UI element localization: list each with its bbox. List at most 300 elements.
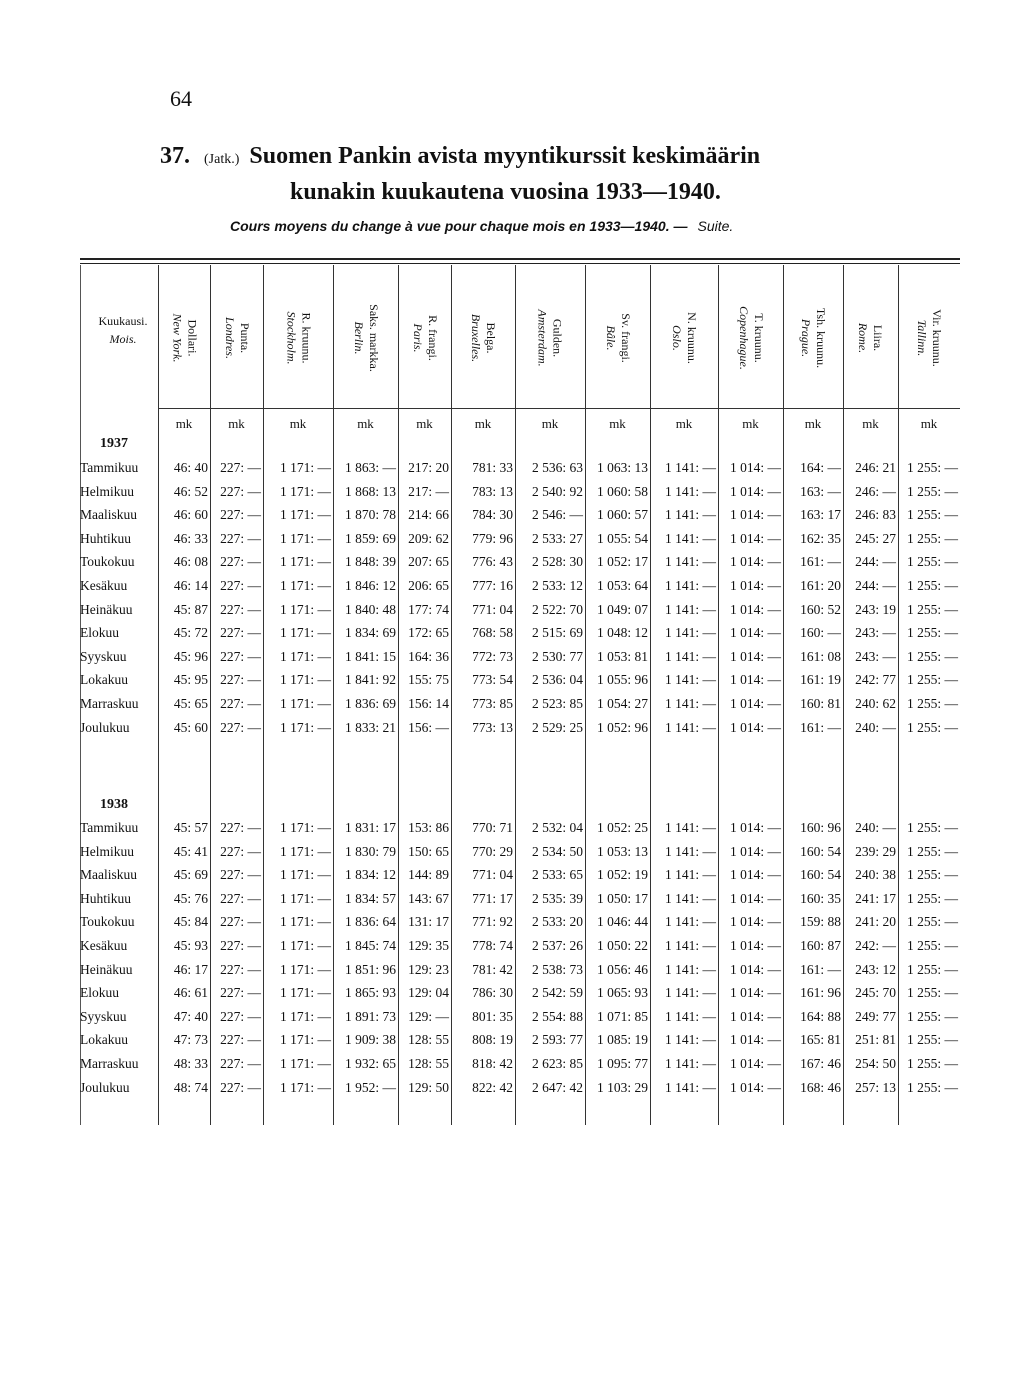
month-label: Tammikuu	[80, 820, 139, 835]
rate-cell: 1 049: 07	[596, 601, 648, 617]
table-row	[80, 1056, 960, 1078]
rate-cell: 2 533: 65	[531, 867, 583, 883]
rate-cell: 245: 70	[855, 985, 896, 1001]
month-label: Toukokuu	[80, 914, 135, 930]
rate-cell: 227: —	[220, 914, 261, 930]
rate-cell: 227: —	[220, 867, 261, 883]
rate-cell: 246: —	[855, 483, 896, 499]
rate-cell: 778: 74	[472, 938, 513, 953]
rate-cell: 156: —	[408, 719, 449, 735]
unit-label: mk	[175, 416, 193, 431]
table-row	[80, 460, 960, 482]
table-row	[80, 985, 960, 1007]
rate-cell: 1 141: —	[664, 843, 716, 859]
rate-cell: 161: —	[800, 961, 841, 977]
rate-cell: 46: 14	[173, 578, 208, 593]
month-label: Elokuu	[80, 625, 119, 641]
column-header-label	[914, 309, 944, 367]
rate-cell: 1 014: —	[729, 820, 781, 835]
page-title	[160, 140, 860, 208]
rate-cell: 1 848: 39	[344, 554, 396, 570]
rate-cell: 206: 65	[408, 578, 449, 593]
rate-cell: 241: 17	[855, 890, 896, 906]
rate-cell: 1 171: —	[279, 843, 331, 859]
column-header-fi: T. kruunu.	[751, 312, 766, 363]
rate-cell: 240: —	[855, 719, 896, 735]
column-header	[515, 270, 585, 405]
rate-cell: 1 095: 77	[596, 1056, 648, 1071]
rate-cell: 1 171: —	[279, 507, 331, 523]
rate-cell: 160: 54	[800, 867, 841, 883]
rate-cell: 1 060: 58	[596, 483, 648, 499]
table-row	[80, 844, 960, 866]
rate-cell: 45: 72	[173, 625, 208, 641]
rate-cell: 1 053: 13	[596, 843, 648, 859]
rate-cell: 2 546: —	[531, 507, 583, 523]
month-label: Toukokuu	[80, 554, 135, 570]
rate-cell: 155: 75	[408, 672, 449, 688]
rate-cell: 227: —	[220, 1079, 261, 1095]
column-header-fi: Dollari.	[185, 319, 199, 356]
unit-label: mk	[416, 416, 433, 431]
table-row	[80, 672, 960, 694]
rate-cell: 822: 42	[472, 1079, 513, 1095]
rate-cell: 48: 33	[173, 1056, 208, 1071]
rate-cell: 768: 58	[472, 625, 513, 641]
rate-cell: 771: 17	[472, 890, 513, 906]
rate-cell: 160: 54	[800, 843, 841, 859]
rate-cell: 1 171: —	[279, 890, 331, 906]
rate-cell: 1 859: 69	[344, 530, 396, 546]
rate-cell: 227: —	[220, 890, 261, 906]
rate-cell: 214: 66	[408, 507, 449, 523]
rate-cell: 1 014: —	[729, 1008, 781, 1024]
rate-cell: 2 542: 59	[531, 985, 583, 1001]
rate-cell: 1 171: —	[279, 1032, 331, 1048]
rate-cell: 1 052: 25	[596, 820, 648, 835]
rate-cell: 1 255: —	[906, 483, 958, 499]
rate-cell: 129: 50	[408, 1079, 449, 1095]
month-label: Syyskuu	[80, 1008, 127, 1024]
rate-cell: 240: 62	[855, 696, 896, 711]
rate-cell: 818: 42	[472, 1056, 513, 1071]
rate-cell: 1 833: 21	[344, 719, 396, 735]
rate-cell: 227: —	[220, 985, 261, 1001]
rate-cell: 227: —	[220, 1032, 261, 1048]
year-label: 1937	[100, 436, 128, 451]
rate-cell: 1 834: 12	[344, 867, 396, 883]
rate-cell: 1 014: —	[729, 867, 781, 883]
rate-cell: 227: —	[220, 507, 261, 523]
rate-cell: 160: 52	[800, 601, 841, 617]
rate-cell: 161: 08	[800, 648, 841, 664]
rate-cell: 156: 14	[408, 696, 449, 711]
column-header-label	[798, 307, 828, 367]
rate-cell: 161: 96	[800, 985, 841, 1001]
rate-cell: 160: 35	[800, 890, 841, 906]
rate-cell: 246: 21	[855, 460, 896, 475]
rate-cell: 257: 13	[855, 1079, 896, 1095]
table-row	[80, 649, 960, 671]
column-header	[650, 270, 718, 405]
rate-cell: 48: 74	[173, 1079, 208, 1095]
rate-cell: 1 014: —	[729, 625, 781, 641]
rate-cell: 1 255: —	[906, 719, 958, 735]
rate-cell: 2 533: 12	[531, 578, 583, 593]
table-row	[80, 867, 960, 889]
rate-cell: 1 891: 73	[344, 1008, 396, 1024]
month-label: Lokakuu	[80, 672, 128, 688]
rate-cell: 1 255: —	[906, 985, 958, 1001]
rate-cell: 239: 29	[855, 843, 896, 859]
month-label: Helmikuu	[80, 483, 134, 499]
rate-cell: 129: 04	[408, 985, 449, 1001]
table-row	[80, 625, 960, 647]
rate-cell: 1 255: —	[906, 530, 958, 546]
rate-cell: 46: 52	[173, 483, 208, 499]
rate-cell: 1 141: —	[664, 672, 716, 688]
rate-cell: 771: 92	[472, 914, 513, 930]
rate-cell: 1 830: 79	[344, 843, 396, 859]
rate-cell: 1 171: —	[279, 554, 331, 570]
column-header-fi: R. kruunu.	[299, 312, 313, 363]
rate-cell: 1 055: 96	[596, 672, 648, 688]
rate-cell: 1 851: 96	[344, 961, 396, 977]
month-column-header	[78, 312, 168, 348]
column-header	[210, 270, 263, 405]
rate-cell: 1 014: —	[729, 507, 781, 523]
rate-cell: 1 171: —	[279, 914, 331, 930]
rate-cell: 46: 08	[173, 554, 208, 570]
rate-cell: 1 171: —	[279, 672, 331, 688]
column-header-label	[169, 313, 199, 362]
rate-cell: 772: 73	[472, 648, 513, 664]
rate-cell: 163: 17	[800, 507, 841, 523]
rate-cell: 1 141: —	[664, 961, 716, 977]
column-header-label	[468, 313, 498, 361]
rate-cell: 128: 55	[408, 1056, 449, 1071]
rate-cell: 243: —	[855, 648, 896, 664]
rate-cell: 240: 38	[855, 867, 896, 883]
title-line-1: Suomen Pankin avista myyntikurssit keskimäärin	[249, 143, 761, 169]
rate-cell: 45: 41	[173, 843, 208, 859]
rate-cell: 1 840: 48	[344, 601, 396, 617]
rate-cell: 2 529: 25	[531, 719, 583, 735]
rate-cell: 227: —	[220, 696, 261, 711]
rate-cell: 1 014: —	[729, 1032, 781, 1048]
rate-cell: 770: 29	[472, 843, 513, 859]
rate-cell: 773: 54	[472, 672, 513, 688]
unit-label: mk	[228, 416, 245, 431]
rate-cell: 1 255: —	[906, 554, 958, 570]
rate-cell: 45: 69	[173, 867, 208, 883]
column-header-label	[283, 311, 313, 364]
rate-cell: 245: 27	[855, 530, 896, 546]
rate-cell: 1 141: —	[664, 938, 716, 953]
table-row	[80, 938, 960, 960]
rate-cell: 1 255: —	[906, 696, 958, 711]
rate-cell: 1 052: 96	[596, 719, 648, 735]
rate-cell: 1 014: —	[729, 578, 781, 593]
continuation-label: (Jatk.)	[204, 152, 240, 167]
rate-cell: 153: 86	[408, 820, 449, 835]
month-header-fi: Kuukausi.	[98, 314, 148, 328]
top-rule-thin	[80, 263, 960, 264]
rate-cell: 1 014: —	[729, 696, 781, 711]
rate-cell: 1 014: —	[729, 601, 781, 617]
subtitle-text: Cours moyens du change à vue pour chaque mois en 1933—1940. —	[230, 218, 688, 234]
subtitle	[230, 218, 733, 234]
rate-cell: 1 014: —	[729, 648, 781, 664]
column-header-label	[669, 312, 699, 364]
rate-cell: 227: —	[220, 1056, 261, 1071]
rate-cell: 1 171: —	[279, 483, 331, 499]
rate-cell: 164: —	[800, 460, 841, 475]
column-header-fr: Copenhague.	[736, 305, 751, 370]
rate-cell: 167: 46	[800, 1056, 841, 1071]
rate-cell: 1 014: —	[729, 530, 781, 546]
rate-cell: 1 014: —	[729, 843, 781, 859]
unit-label: mk	[920, 416, 938, 431]
rate-cell: 1 171: —	[279, 648, 331, 664]
rate-cell: 1 014: —	[729, 1056, 781, 1071]
table-row	[80, 820, 960, 842]
rate-cell: 160: —	[800, 625, 841, 641]
month-label: Huhtikuu	[80, 530, 132, 546]
rate-cell: 1 952: —	[344, 1079, 396, 1095]
rate-cell: 227: —	[220, 578, 261, 593]
rate-cell: 1 171: —	[279, 578, 331, 593]
rate-cell: 217: —	[408, 483, 449, 499]
rate-cell: 1 141: —	[664, 1079, 716, 1095]
column-header-fr: Oslo.	[669, 324, 684, 351]
rate-cell: 1 053: 81	[596, 648, 648, 664]
rate-cell: 1 141: —	[664, 696, 716, 711]
rate-cell: 172: 65	[408, 625, 449, 641]
rate-cell: 1 046: 44	[596, 914, 648, 930]
rate-cell: 251: 81	[855, 1032, 896, 1048]
month-label: Syyskuu	[80, 648, 127, 664]
column-header-fi: Gulden.	[551, 318, 565, 357]
month-label: Kesäkuu	[80, 938, 128, 953]
table-row	[80, 484, 960, 506]
unit-label: mk	[742, 416, 759, 431]
rate-cell: 1 014: —	[729, 890, 781, 906]
rate-cell: 45: 76	[173, 890, 208, 906]
column-header-fr: Londres.	[222, 316, 237, 359]
rate-cell: 227: —	[220, 719, 261, 735]
rate-cell: 160: 81	[800, 696, 841, 711]
rate-cell: 2 536: 63	[531, 460, 583, 475]
rate-cell: 1 048: 12	[596, 625, 648, 641]
rate-cell: 1 014: —	[729, 672, 781, 688]
rate-cell: 2 532: 04	[531, 820, 583, 835]
column-header-fi: Saks. markka.	[366, 303, 381, 372]
rate-cell: 1 865: 93	[344, 985, 396, 1001]
rate-cell: 1 831: 17	[344, 820, 396, 835]
rate-cell: 1 171: —	[279, 696, 331, 711]
column-header-label	[410, 315, 440, 361]
rate-cell: 1 834: 69	[344, 625, 396, 641]
column-header	[898, 270, 960, 405]
rate-cell: 1 841: 92	[344, 672, 396, 688]
rate-cell: 1 863: —	[344, 460, 396, 475]
rate-cell: 242: 77	[855, 672, 896, 688]
rate-cell: 1 846: 12	[344, 578, 396, 593]
rate-cell: 1 171: —	[279, 530, 331, 546]
column-header-fr: New York.	[170, 313, 184, 362]
rate-cell: 773: 85	[472, 696, 513, 711]
table-row	[80, 914, 960, 936]
rate-cell: 2 528: 30	[531, 554, 583, 570]
rate-cell: 2 540: 92	[531, 483, 583, 499]
rate-cell: 227: —	[220, 648, 261, 664]
rate-cell: 227: —	[220, 672, 261, 688]
rate-cell: 227: —	[220, 625, 261, 641]
rate-cell: 1 171: —	[279, 719, 331, 735]
rate-cell: 244: —	[855, 578, 896, 593]
rate-cell: 1 171: —	[279, 625, 331, 641]
rate-cell: 1 050: 22	[596, 938, 648, 953]
rate-cell: 1 255: —	[906, 1056, 958, 1071]
rate-cell: 161: —	[800, 719, 841, 735]
rate-cell: 1 141: —	[664, 820, 716, 835]
rate-cell: 164: 88	[800, 1008, 841, 1024]
rate-cell: 1 834: 57	[344, 890, 396, 906]
column-header-fi: Vir. kruunu.	[929, 308, 944, 367]
rate-cell: 1 171: —	[279, 601, 331, 617]
rate-cell: 227: —	[220, 843, 261, 859]
column-header-fi: R. frangi.	[425, 314, 440, 361]
rate-cell: 227: —	[220, 483, 261, 499]
rate-cell: 1 014: —	[729, 483, 781, 499]
rate-cell: 1 141: —	[664, 483, 716, 499]
rate-cell: 168: 46	[800, 1079, 841, 1095]
rate-cell: 1 053: 64	[596, 578, 648, 593]
rate-cell: 207: 65	[408, 554, 449, 570]
rate-cell: 1 014: —	[729, 460, 781, 475]
rate-cell: 161: —	[800, 554, 841, 570]
column-header-fr: Paris.	[410, 322, 425, 352]
column-header-fr: Bruxelles.	[468, 313, 483, 362]
rate-cell: 1 171: —	[279, 938, 331, 953]
rate-cell: 143: 67	[408, 890, 449, 906]
month-label: Elokuu	[80, 985, 119, 1001]
rate-cell: 227: —	[220, 530, 261, 546]
rate-cell: 1 141: —	[664, 601, 716, 617]
column-header	[451, 270, 515, 405]
table-row	[80, 696, 960, 718]
rate-cell: 1 171: —	[279, 1056, 331, 1071]
month-header-fr: Mois.	[109, 332, 137, 346]
rate-cell: 129: —	[408, 1008, 449, 1024]
rate-cell: 1 141: —	[664, 1056, 716, 1071]
rate-cell: 781: 33	[472, 460, 513, 475]
rate-cell: 1 171: —	[279, 985, 331, 1001]
rate-cell: 2 523: 85	[531, 696, 583, 711]
table-row	[80, 578, 960, 600]
table-row	[80, 1080, 960, 1102]
rate-cell: 159: 88	[800, 914, 841, 930]
rate-cell: 1 171: —	[279, 961, 331, 977]
rate-cell: 1 836: 69	[344, 696, 396, 711]
rate-cell: 1 255: —	[906, 867, 958, 883]
rate-cell: 1 014: —	[729, 554, 781, 570]
rate-cell: 1 255: —	[906, 820, 958, 835]
column-header-fi: Punta.	[237, 322, 252, 353]
subtitle-suite: Suite.	[697, 218, 734, 234]
column-header	[398, 270, 451, 405]
rate-cell: 45: 84	[173, 914, 208, 930]
rate-cell: 801: 35	[472, 1008, 513, 1024]
rate-cell: 243: 12	[855, 961, 896, 977]
unit-label: mk	[474, 416, 492, 431]
rate-cell: 246: 83	[855, 507, 896, 523]
rate-cell: 254: 50	[855, 1056, 896, 1071]
rate-cell: 1 255: —	[906, 601, 958, 617]
column-header-fi: Sv. frangi.	[618, 312, 633, 363]
column-header	[333, 270, 398, 405]
rate-cell: 1 141: —	[664, 460, 716, 475]
rate-cell: 1 141: —	[664, 554, 716, 570]
column-header-fr: Tallinn.	[914, 319, 929, 356]
column-header-fr: Berlin.	[351, 321, 366, 354]
rate-cell: 1 171: —	[279, 820, 331, 835]
header-divider	[158, 408, 960, 409]
rate-cell: 779: 96	[472, 530, 513, 546]
rate-cell: 227: —	[220, 820, 261, 835]
rate-cell: 45: 95	[173, 672, 208, 688]
rate-cell: 240: —	[855, 820, 896, 835]
rate-cell: 783: 13	[472, 483, 513, 499]
rate-cell: 1 060: 57	[596, 507, 648, 523]
column-header-fr: Prague.	[799, 318, 814, 357]
page-number: 64	[170, 86, 192, 111]
rate-cell: 1 141: —	[664, 578, 716, 593]
rate-cell: 46: 61	[173, 985, 208, 1001]
table-row	[80, 962, 960, 984]
unit-label: mk	[541, 416, 559, 431]
column-header-label	[855, 322, 885, 352]
rate-cell: 163: —	[800, 483, 841, 499]
rate-cell: 1 255: —	[906, 1079, 958, 1095]
rate-cell: 243: 19	[855, 601, 896, 617]
rate-cell: 1 171: —	[279, 867, 331, 883]
rate-cell: 227: —	[220, 601, 261, 617]
column-header-label	[535, 309, 565, 366]
rate-cell: 161: 20	[800, 578, 841, 593]
rate-cell: 1 014: —	[729, 985, 781, 1001]
rate-cell: 1 014: —	[729, 938, 781, 953]
month-label: Maaliskuu	[80, 867, 137, 883]
rate-cell: 781: 42	[472, 961, 513, 977]
rate-cell: 46: 33	[173, 530, 208, 546]
rate-cell: 1 050: 17	[596, 890, 648, 906]
table-row	[80, 531, 960, 553]
rate-cell: 2 536: 04	[531, 672, 583, 688]
rate-cell: 177: 74	[408, 601, 449, 617]
rate-cell: 1 141: —	[664, 914, 716, 930]
rate-cell: 776: 43	[472, 554, 513, 570]
rate-cell: 1 014: —	[729, 961, 781, 977]
rate-cell: 1 255: —	[906, 938, 958, 953]
column-header-fi: Belga.	[483, 321, 498, 353]
rate-cell: 45: 60	[173, 719, 208, 735]
rate-cell: 209: 62	[408, 530, 449, 546]
column-header-label	[222, 317, 252, 359]
rate-cell: 1 085: 19	[596, 1032, 648, 1048]
month-label: Marraskuu	[80, 1056, 139, 1071]
